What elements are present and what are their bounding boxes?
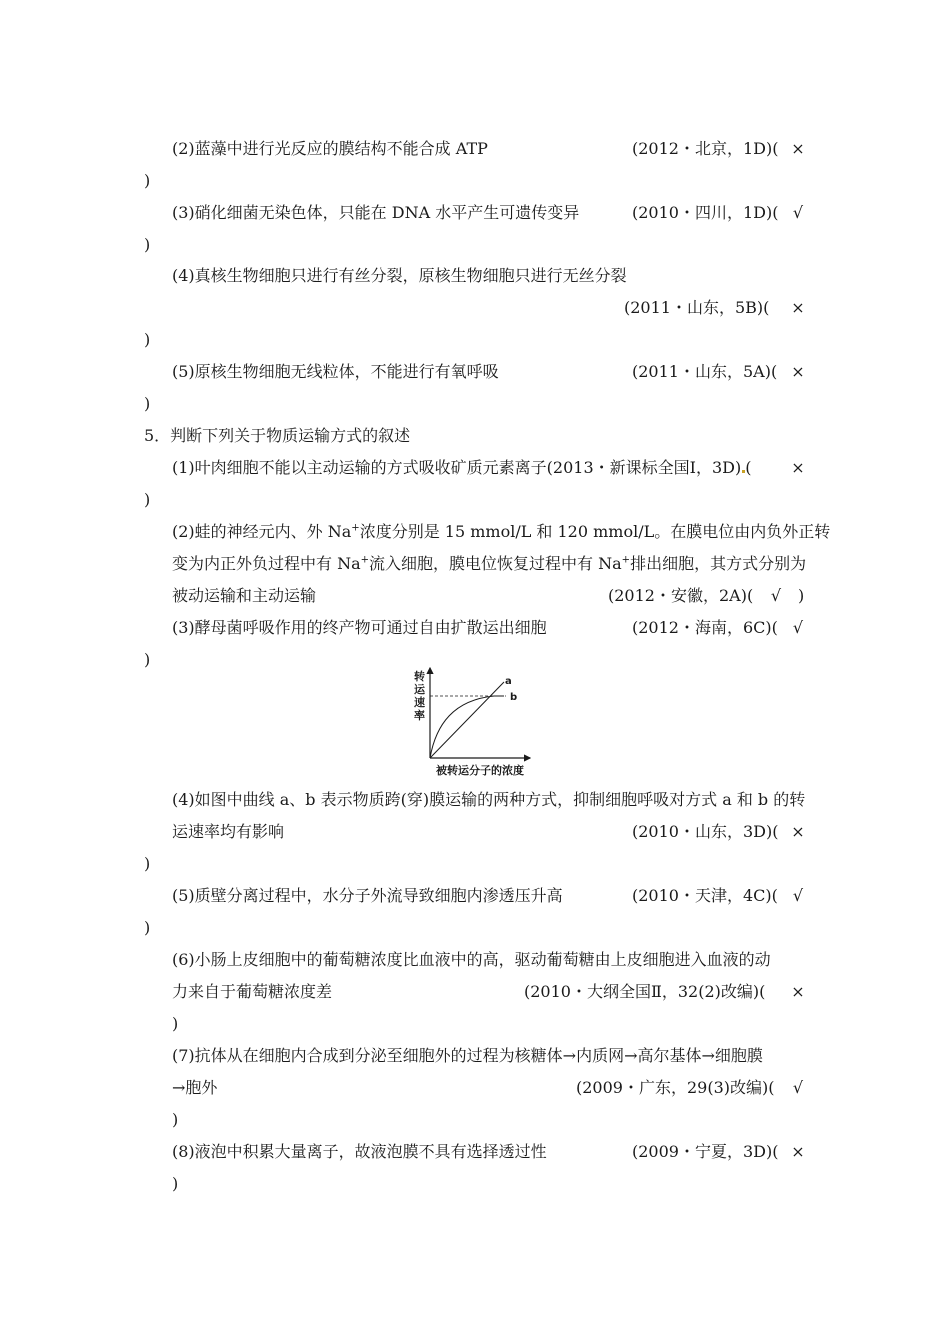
q4-line1-text: (4)如图中曲线 a、b 表示物质跨(穿)膜运输的两种方式，抑制细胞呼吸对方式 a 和 b 的转 <box>172 790 806 809</box>
item-4-close: ) <box>144 330 151 349</box>
item-2-text: (2)蓝藻中进行光反应的膜结构不能合成 ATP <box>172 139 488 158</box>
q3-source: (2012・海南，6C)( <box>632 618 778 637</box>
curve-b-label: b <box>510 692 518 703</box>
q6-line1: (6)小肠上皮细胞中的葡萄糖浓度比血液中的高，驱动葡萄糖由上皮细胞进入血液的动 <box>172 950 771 969</box>
y-axis-label-4: 率 <box>414 709 425 722</box>
q8-close: ) <box>172 1174 179 1193</box>
q2-close: ) <box>798 586 805 605</box>
item-4-source: (2011・山东，5B)( <box>624 298 770 317</box>
item-2-mark: × <box>791 139 805 158</box>
q5-source: (2010・天津，4C)( <box>632 886 778 905</box>
q4-line2: 运速率均有影响 <box>172 822 285 841</box>
q5-mark: √ <box>792 886 804 905</box>
section-5-heading: 5．判断下列关于物质运输方式的叙述 <box>144 426 411 445</box>
y-axis-label-2: 运 <box>414 683 425 696</box>
q7-line1: (7)抗体从在细胞内合成到分泌至细胞外的过程为核糖体→内质网→高尔基体→细胞膜 <box>172 1046 763 1065</box>
q8-text: (8)液泡中积累大量离子，故液泡膜不具有选择透过性 <box>172 1142 547 1161</box>
x-axis-label: 被转运分子的浓度 <box>436 764 524 777</box>
q1-close: ) <box>144 490 151 509</box>
q2-line1: (2)蛙的神经元内、外 Na+浓度分别是 15 mmol/L 和 120 mmol/L。在膜电位由内负外正转 <box>172 522 831 541</box>
q6-mark: × <box>791 982 805 1001</box>
q8-source: (2009・宁夏，3D)( <box>632 1142 779 1161</box>
q3-mark: √ <box>792 618 804 637</box>
item-4-text: (4)真核生物细胞只进行有丝分裂，原核生物细胞只进行无丝分裂 <box>172 266 627 285</box>
q5-text: (5)质壁分离过程中，水分子外流导致细胞内渗透压升高 <box>172 886 563 905</box>
q5-close: ) <box>144 918 151 937</box>
q6-source: (2010・大纲全国Ⅱ，32(2)改编)( <box>524 982 766 1001</box>
q2-line2: 变为内正外负过程中有 Na+流入细胞，膜电位恢复过程中有 Na+排出细胞，其方式分别为 <box>172 554 807 573</box>
q2-line3: 被动运输和主动运输 <box>172 586 317 605</box>
q3-close: ) <box>144 650 151 669</box>
item-3-source: (2010・四川，1D)( <box>632 203 779 222</box>
item-3-close: ) <box>144 235 151 254</box>
q1-mark: × <box>791 458 805 477</box>
item-5-mark: × <box>791 362 805 381</box>
item-4-mark: × <box>791 298 805 317</box>
q4-close: ) <box>144 854 151 873</box>
q7-mark: √ <box>792 1078 804 1097</box>
q6-close: ) <box>172 1014 179 1033</box>
item-3-text: (3)硝化细菌无染色体，只能在 DNA 水平产生可遗传变异 <box>172 203 580 222</box>
y-axis-label-3: 速 <box>414 696 425 709</box>
q7-line2: →胞外 <box>172 1078 218 1097</box>
item-3-mark: √ <box>792 203 804 222</box>
item-5-close: ) <box>144 394 151 413</box>
item-5-text: (5)原核生物细胞无线粒体，不能进行有氧呼吸 <box>172 362 499 381</box>
item-2-source: (2012・北京，1D)( <box>632 139 779 158</box>
q6-line2: 力来自于葡萄糖浓度差 <box>172 982 333 1001</box>
q7-source: (2009・广东，29(3)改编)( <box>576 1078 775 1097</box>
q8-mark: × <box>791 1142 805 1161</box>
item-5-source: (2011・山东，5A)( <box>632 362 778 381</box>
q3-text: (3)酵母菌呼吸作用的终产物可通过自由扩散运出细胞 <box>172 618 547 637</box>
q1-text: (1)叶肉细胞不能以主动运输的方式吸收矿质元素离子(2013・新课标全国Ⅰ，3D) ( <box>172 458 752 477</box>
q2-source: (2012・安徽，2A)( <box>608 586 754 605</box>
q4-mark: × <box>791 822 805 841</box>
curve-a <box>430 682 504 758</box>
curve-a-label: a <box>505 676 512 687</box>
y-axis-label-1: 转 <box>414 670 425 683</box>
q2-mark: √ <box>770 586 782 605</box>
q4-source: (2010・山东，3D)( <box>632 822 779 841</box>
curve-b <box>430 696 504 758</box>
q7-close: ) <box>172 1110 179 1129</box>
transport-rate-figure <box>402 664 552 780</box>
item-2-close: ) <box>144 171 151 190</box>
